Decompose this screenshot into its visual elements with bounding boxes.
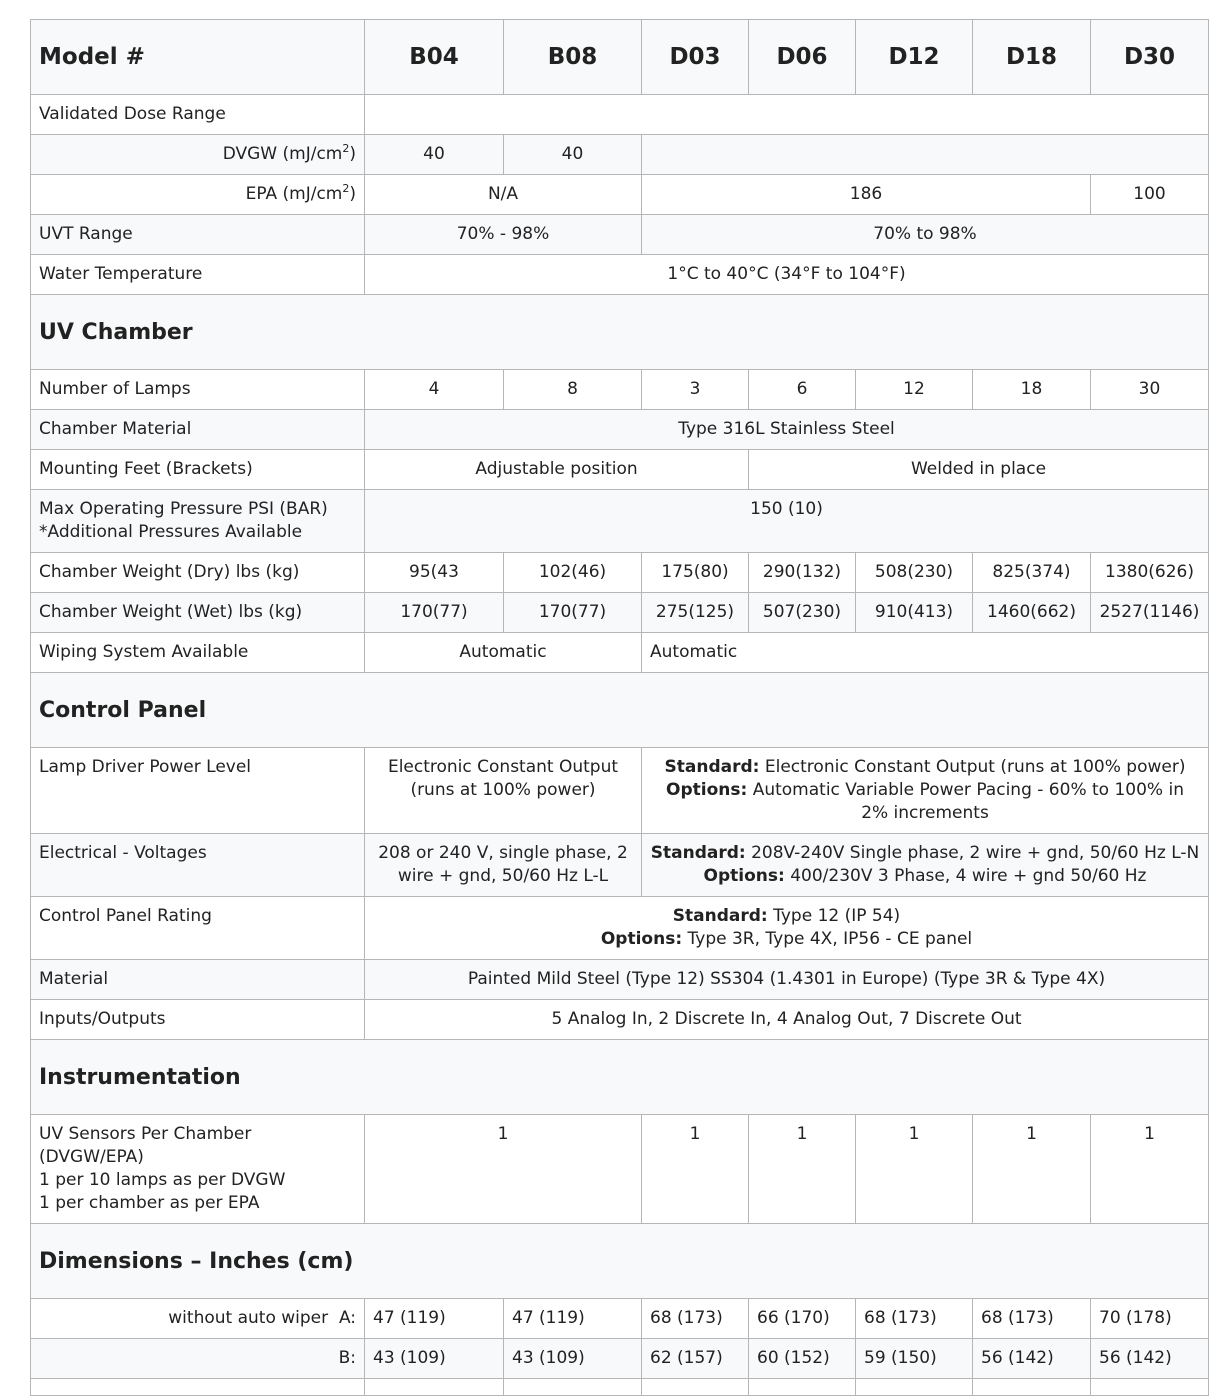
model-d06: D06 bbox=[749, 20, 856, 95]
dry-weight-cell: 95(43 bbox=[365, 553, 504, 593]
dim-next-cell bbox=[365, 1379, 504, 1396]
dim-b-cell: 60 (152) bbox=[749, 1339, 856, 1379]
driver-row bbox=[31, 748, 1209, 834]
driver-b: Electronic Constant Output (runs at 100% power) bbox=[365, 748, 642, 834]
epa-label: EPA $(mJ/cm^2)$ bbox=[31, 175, 365, 215]
lamps-cell: 12 bbox=[856, 370, 973, 410]
sensors-cell: 1 bbox=[856, 1115, 973, 1224]
wet-weight-cell: 170(77) bbox=[365, 593, 504, 633]
feet-b: Adjustable position bbox=[365, 450, 749, 490]
dose-label: Validated Dose Range bbox=[31, 95, 365, 135]
section-dimensions bbox=[31, 1224, 1209, 1299]
wet-weight-cell: 2527(1146) bbox=[1091, 593, 1209, 633]
voltage-d: Standard: 208V-240V Single phase, 2 wire + gnd, 50/60 Hz L-N Options: 400/230V 3 Phase, 4 wire + gnd 50/60 Hz bbox=[642, 834, 1209, 897]
dim-b-cell: 43 (109) bbox=[504, 1339, 642, 1379]
wet-weight-row bbox=[31, 593, 1209, 633]
dim-next-cell bbox=[504, 1379, 642, 1396]
lamps-cell: 6 bbox=[749, 370, 856, 410]
uvt-d: 70% to 98% bbox=[642, 215, 1209, 255]
voltage-b: 208 or 240 V, single phase, 2 wire + gnd, 50/60 Hz L-L bbox=[365, 834, 642, 897]
rating-row bbox=[31, 897, 1209, 960]
epa-row bbox=[31, 175, 1209, 215]
dim-next-cell bbox=[973, 1379, 1091, 1396]
pressure-label: Max Operating Pressure PSI (BAR) *Additional Pressures Available bbox=[31, 490, 365, 553]
dim-next-cell bbox=[1091, 1379, 1209, 1396]
sensors-row bbox=[31, 1115, 1209, 1224]
dose-empty bbox=[365, 95, 1209, 135]
feet-row bbox=[31, 450, 1209, 490]
dim-a-cell: 68 (173) bbox=[856, 1299, 973, 1339]
dim-b-cell: 56 (142) bbox=[973, 1339, 1091, 1379]
model-b08: B08 bbox=[504, 20, 642, 95]
epa-d30: 100 bbox=[1091, 175, 1209, 215]
dry-weight-cell: 175(80) bbox=[642, 553, 749, 593]
model-d30: D30 bbox=[1091, 20, 1209, 95]
panel-material-row bbox=[31, 960, 1209, 1000]
dim-next-cell bbox=[31, 1379, 365, 1396]
dim-a-cell: 68 (173) bbox=[642, 1299, 749, 1339]
epa-b: N/A bbox=[365, 175, 642, 215]
water-row bbox=[31, 255, 1209, 295]
lamps-cell: 4 bbox=[365, 370, 504, 410]
water-label: Water Temperature bbox=[31, 255, 365, 295]
sensors-cell: 1 bbox=[749, 1115, 856, 1224]
dim-b-cell: 43 (109) bbox=[365, 1339, 504, 1379]
model-b04: B04 bbox=[365, 20, 504, 95]
uvt-row bbox=[31, 215, 1209, 255]
dim-b-cell: 59 (150) bbox=[856, 1339, 973, 1379]
dry-weight-label: Chamber Weight (Dry) lbs (kg) bbox=[31, 553, 365, 593]
wiping-label: Wiping System Available bbox=[31, 633, 365, 673]
sensors-label: UV Sensors Per Chamber (DVGW/EPA) 1 per 10 lamps as per DVGW 1 per chamber as per EPA bbox=[31, 1115, 365, 1224]
wiping-row bbox=[31, 633, 1209, 673]
dry-weight-row bbox=[31, 553, 1209, 593]
dry-weight-cell: 825(374) bbox=[973, 553, 1091, 593]
model-d03: D03 bbox=[642, 20, 749, 95]
sensors-b: 1 bbox=[365, 1115, 642, 1224]
section-control-panel bbox=[31, 673, 1209, 748]
io-label: Inputs/Outputs bbox=[31, 1000, 365, 1040]
wet-weight-cell: 507(230) bbox=[749, 593, 856, 633]
dvgw-b08: 40 bbox=[504, 135, 642, 175]
dim-b-cell: 62 (157) bbox=[642, 1339, 749, 1379]
dry-weight-cell: 290(132) bbox=[749, 553, 856, 593]
pressure-value: 150 (10) bbox=[365, 490, 1209, 553]
lamps-row bbox=[31, 370, 1209, 410]
dim-b-label: B: bbox=[31, 1339, 365, 1379]
dry-weight-cell: 1380(626) bbox=[1091, 553, 1209, 593]
dim-a-cell: 47 (119) bbox=[504, 1299, 642, 1339]
dry-weight-cell: 508(230) bbox=[856, 553, 973, 593]
section-title: Control Panel bbox=[31, 673, 1209, 748]
chamber-material-value: Type 316L Stainless Steel bbox=[365, 410, 1209, 450]
dim-a-cell: 68 (173) bbox=[973, 1299, 1091, 1339]
dvgw-label: DVGW $(mJ/cm^2)$ bbox=[31, 135, 365, 175]
wet-weight-cell: 1460(662) bbox=[973, 593, 1091, 633]
section-uv-chamber bbox=[31, 295, 1209, 370]
driver-d: Standard: Electronic Constant Output (runs at 100% power) Options: Automatic Variable Power Pacing - 60% to 100% in 2% increments bbox=[642, 748, 1209, 834]
lamps-cell: 8 bbox=[504, 370, 642, 410]
voltage-label: Electrical - Voltages bbox=[31, 834, 365, 897]
dim-next-cell bbox=[749, 1379, 856, 1396]
dim-next-row bbox=[31, 1379, 1209, 1396]
spec-table bbox=[30, 19, 1209, 1396]
section-title: Dimensions – Inches (cm) bbox=[31, 1224, 1209, 1299]
wet-weight-cell: 170(77) bbox=[504, 593, 642, 633]
model-d12: D12 bbox=[856, 20, 973, 95]
panel-material-label: Material bbox=[31, 960, 365, 1000]
wet-weight-cell: 275(125) bbox=[642, 593, 749, 633]
section-title: UV Chamber bbox=[31, 295, 1209, 370]
feet-label: Mounting Feet (Brackets) bbox=[31, 450, 365, 490]
io-row bbox=[31, 1000, 1209, 1040]
wet-weight-cell: 910(413) bbox=[856, 593, 973, 633]
dim-b-cell: 56 (142) bbox=[1091, 1339, 1209, 1379]
rating-label: Control Panel Rating bbox=[31, 897, 365, 960]
chamber-material-row bbox=[31, 410, 1209, 450]
lamps-cell: 30 bbox=[1091, 370, 1209, 410]
epa-d: 186 bbox=[642, 175, 1091, 215]
model-d18: D18 bbox=[973, 20, 1091, 95]
section-title: Instrumentation bbox=[31, 1040, 1209, 1115]
wiping-d: Automatic bbox=[642, 633, 1209, 673]
model-label: Model # bbox=[31, 20, 365, 95]
lamps-cell: 3 bbox=[642, 370, 749, 410]
rating-value: Standard: Type 12 (IP 54) Options: Type 3R, Type 4X, IP56 - CE panel bbox=[365, 897, 1209, 960]
dose-row bbox=[31, 95, 1209, 135]
dvgw-row bbox=[31, 135, 1209, 175]
sensors-cell: 1 bbox=[973, 1115, 1091, 1224]
lamps-label: Number of Lamps bbox=[31, 370, 365, 410]
dry-weight-cell: 102(46) bbox=[504, 553, 642, 593]
chamber-material-label: Chamber Material bbox=[31, 410, 365, 450]
dim-b-row bbox=[31, 1339, 1209, 1379]
dim-next-cell bbox=[642, 1379, 749, 1396]
dim-a-label: without auto wiper A: bbox=[31, 1299, 365, 1339]
dim-next-cell bbox=[856, 1379, 973, 1396]
sensors-cell: 1 bbox=[1091, 1115, 1209, 1224]
dim-a-row bbox=[31, 1299, 1209, 1339]
panel-material-value: Painted Mild Steel (Type 12) SS304 (1.4301 in Europe) (Type 3R & Type 4X) bbox=[365, 960, 1209, 1000]
voltage-row bbox=[31, 834, 1209, 897]
uvt-label: UVT Range bbox=[31, 215, 365, 255]
io-value: 5 Analog In, 2 Discrete In, 4 Analog Out, 7 Discrete Out bbox=[365, 1000, 1209, 1040]
sensors-cell: 1 bbox=[642, 1115, 749, 1224]
lamps-cell: 18 bbox=[973, 370, 1091, 410]
dim-a-cell: 47 (119) bbox=[365, 1299, 504, 1339]
feet-d: Welded in place bbox=[749, 450, 1209, 490]
driver-label: Lamp Driver Power Level bbox=[31, 748, 365, 834]
wiping-b: Automatic bbox=[365, 633, 642, 673]
dvgw-d-empty bbox=[642, 135, 1209, 175]
dim-a-cell: 70 (178) bbox=[1091, 1299, 1209, 1339]
header-row bbox=[31, 20, 1209, 95]
wet-weight-label: Chamber Weight (Wet) lbs (kg) bbox=[31, 593, 365, 633]
pressure-row bbox=[31, 490, 1209, 553]
dim-a-cell: 66 (170) bbox=[749, 1299, 856, 1339]
dvgw-b04: 40 bbox=[365, 135, 504, 175]
water-value: 1°C to 40°C (34°F to 104°F) bbox=[365, 255, 1209, 295]
section-instrumentation bbox=[31, 1040, 1209, 1115]
uvt-b: 70% - 98% bbox=[365, 215, 642, 255]
